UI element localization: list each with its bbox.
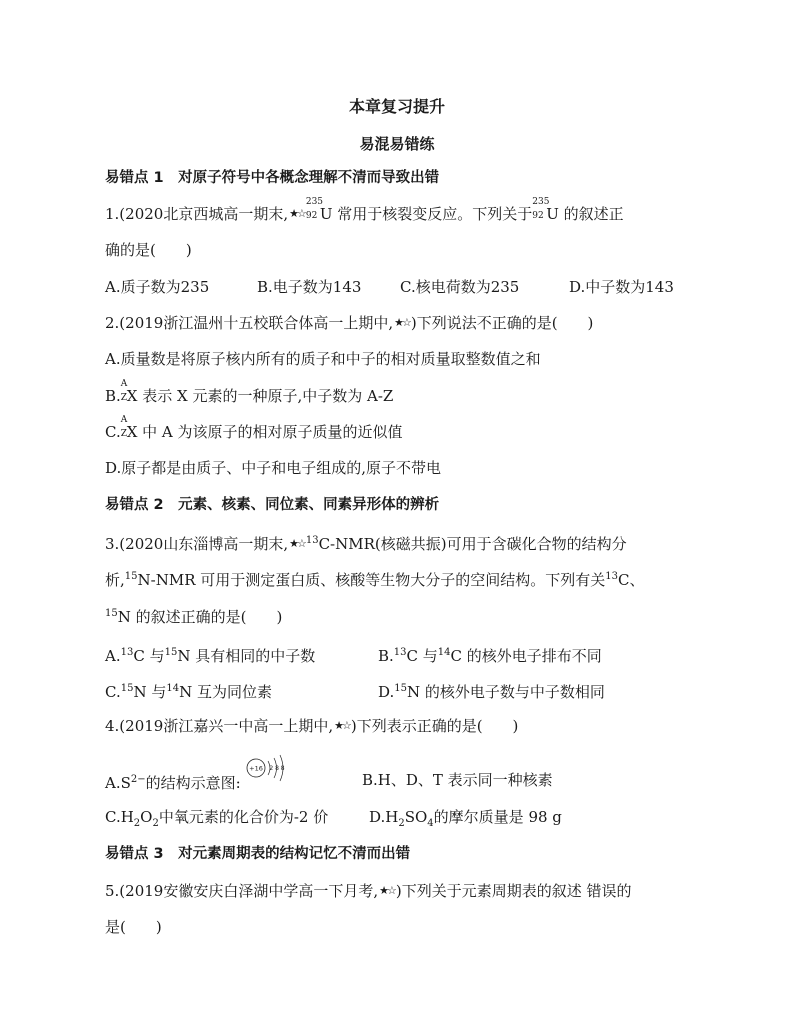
question-2-stem: 2.(2019浙江温州十五校联合体高一上期中,★☆)下列说法不正确的是( ): [105, 314, 594, 332]
difficulty-star-icon: ★☆: [334, 719, 350, 732]
question-1-option-b: B.电子数为143: [257, 278, 362, 296]
question-2-option-a: A.质量数是将原子核内所有的质子和中子的相对质量取整数值之和: [105, 350, 541, 368]
nuclide-symbol: A Z: [120, 379, 128, 403]
question-4-option-d: $D.H_2SO_4$的摩尔质量是 98 g: [369, 808, 562, 829]
svg-text:2 8 8: 2 8 8: [269, 765, 285, 772]
question-4-stem: 4.(2019浙江嘉兴一中高一上期中,★☆)下列表示正确的是( ): [105, 717, 519, 735]
section-heading-1: 易错点 1 对原子符号中各概念理解不清而导致出错: [105, 170, 440, 186]
question-5-line-2: 是( ): [105, 918, 162, 936]
page-subtitle: 易混易错练: [359, 135, 435, 153]
question-4-option-b: B.H、D、T 表示同一种核素: [362, 771, 553, 789]
difficulty-star-icon: ★☆: [394, 316, 410, 329]
question-1-line-1: 1.(2020北京西城高一期末,★☆ 235 92 U 常用于核裂变反应。下列关于 235 92 U 的叙述正: [105, 197, 624, 223]
question-3-option-c: C.$^{15}$N 与$^{14}$N 互为同位素: [105, 683, 272, 701]
svg-text:+16: +16: [249, 764, 263, 773]
question-1-line-2: 确的是( ): [105, 241, 192, 259]
nuclide-symbol: A Z: [120, 415, 128, 439]
page-title: 本章复习提升: [348, 97, 445, 116]
question-3-option-b: B.$^{13}$C 与$^{14}$C 的核外电子排布不同: [378, 647, 602, 665]
question-2-option-d: D.原子都是由质子、中子和电子组成的,原子不带电: [105, 459, 442, 477]
nuclide-symbol: 235 92: [305, 197, 324, 221]
question-4-option-a: $A.S^{2-}$的结构示意图:: [105, 774, 241, 792]
question-3-line-1: 3.(2020山东淄博高一期末,★☆$^{13}$C-NMR(核磁共振)可用于含碳化合物的结构分: [105, 535, 627, 553]
section-heading-3: 易错点 3 对元素周期表的结构记忆不清而出错: [105, 846, 411, 862]
question-4-option-c: $C.H_2O_2$中氧元素的化合价为-2 价: [105, 808, 329, 829]
sulfide-ion-structure-diagram: [245, 752, 291, 782]
difficulty-star-icon: ★☆: [289, 207, 305, 220]
question-3-option-d: D.$^{15}$N 的核外电子数与中子数相同: [378, 683, 605, 701]
question-2-option-c: C. A Z X 中 A 为该原子的相对原子质量的近似值: [105, 415, 403, 441]
question-5-line-1: 5.(2019安徽安庆白泽湖中学高一下月考,★☆)下列关于元素周期表的叙述 错误的: [105, 882, 632, 900]
question-1-option-a: A.质子数为235: [105, 278, 210, 296]
question-1-option-d: D.中子数为143: [569, 278, 674, 296]
question-2-option-b: B. A Z X 表示 X 元素的一种原子,中子数为 A-Z: [105, 379, 394, 405]
question-3-line-2: 析,$^{15}$N-NMR 可用于测定蛋白质、核酸等生物大分子的空间结构。下列有关$^{13}$C、: [105, 571, 645, 589]
nuclide-symbol: 235 92: [532, 197, 550, 221]
section-heading-2: 易错点 2 元素、核素、同位素、同素异形体的辨析: [105, 497, 440, 513]
question-3-line-3: $^{15}$N 的叙述正确的是( ): [105, 608, 283, 626]
question-3-option-a: A.$^{13}$C 与$^{15}$N 具有相同的中子数: [105, 647, 316, 665]
difficulty-star-icon: ★☆: [289, 537, 305, 550]
difficulty-star-icon: ★☆: [379, 884, 395, 897]
question-1-option-c: C.核电荷数为235: [400, 278, 520, 296]
